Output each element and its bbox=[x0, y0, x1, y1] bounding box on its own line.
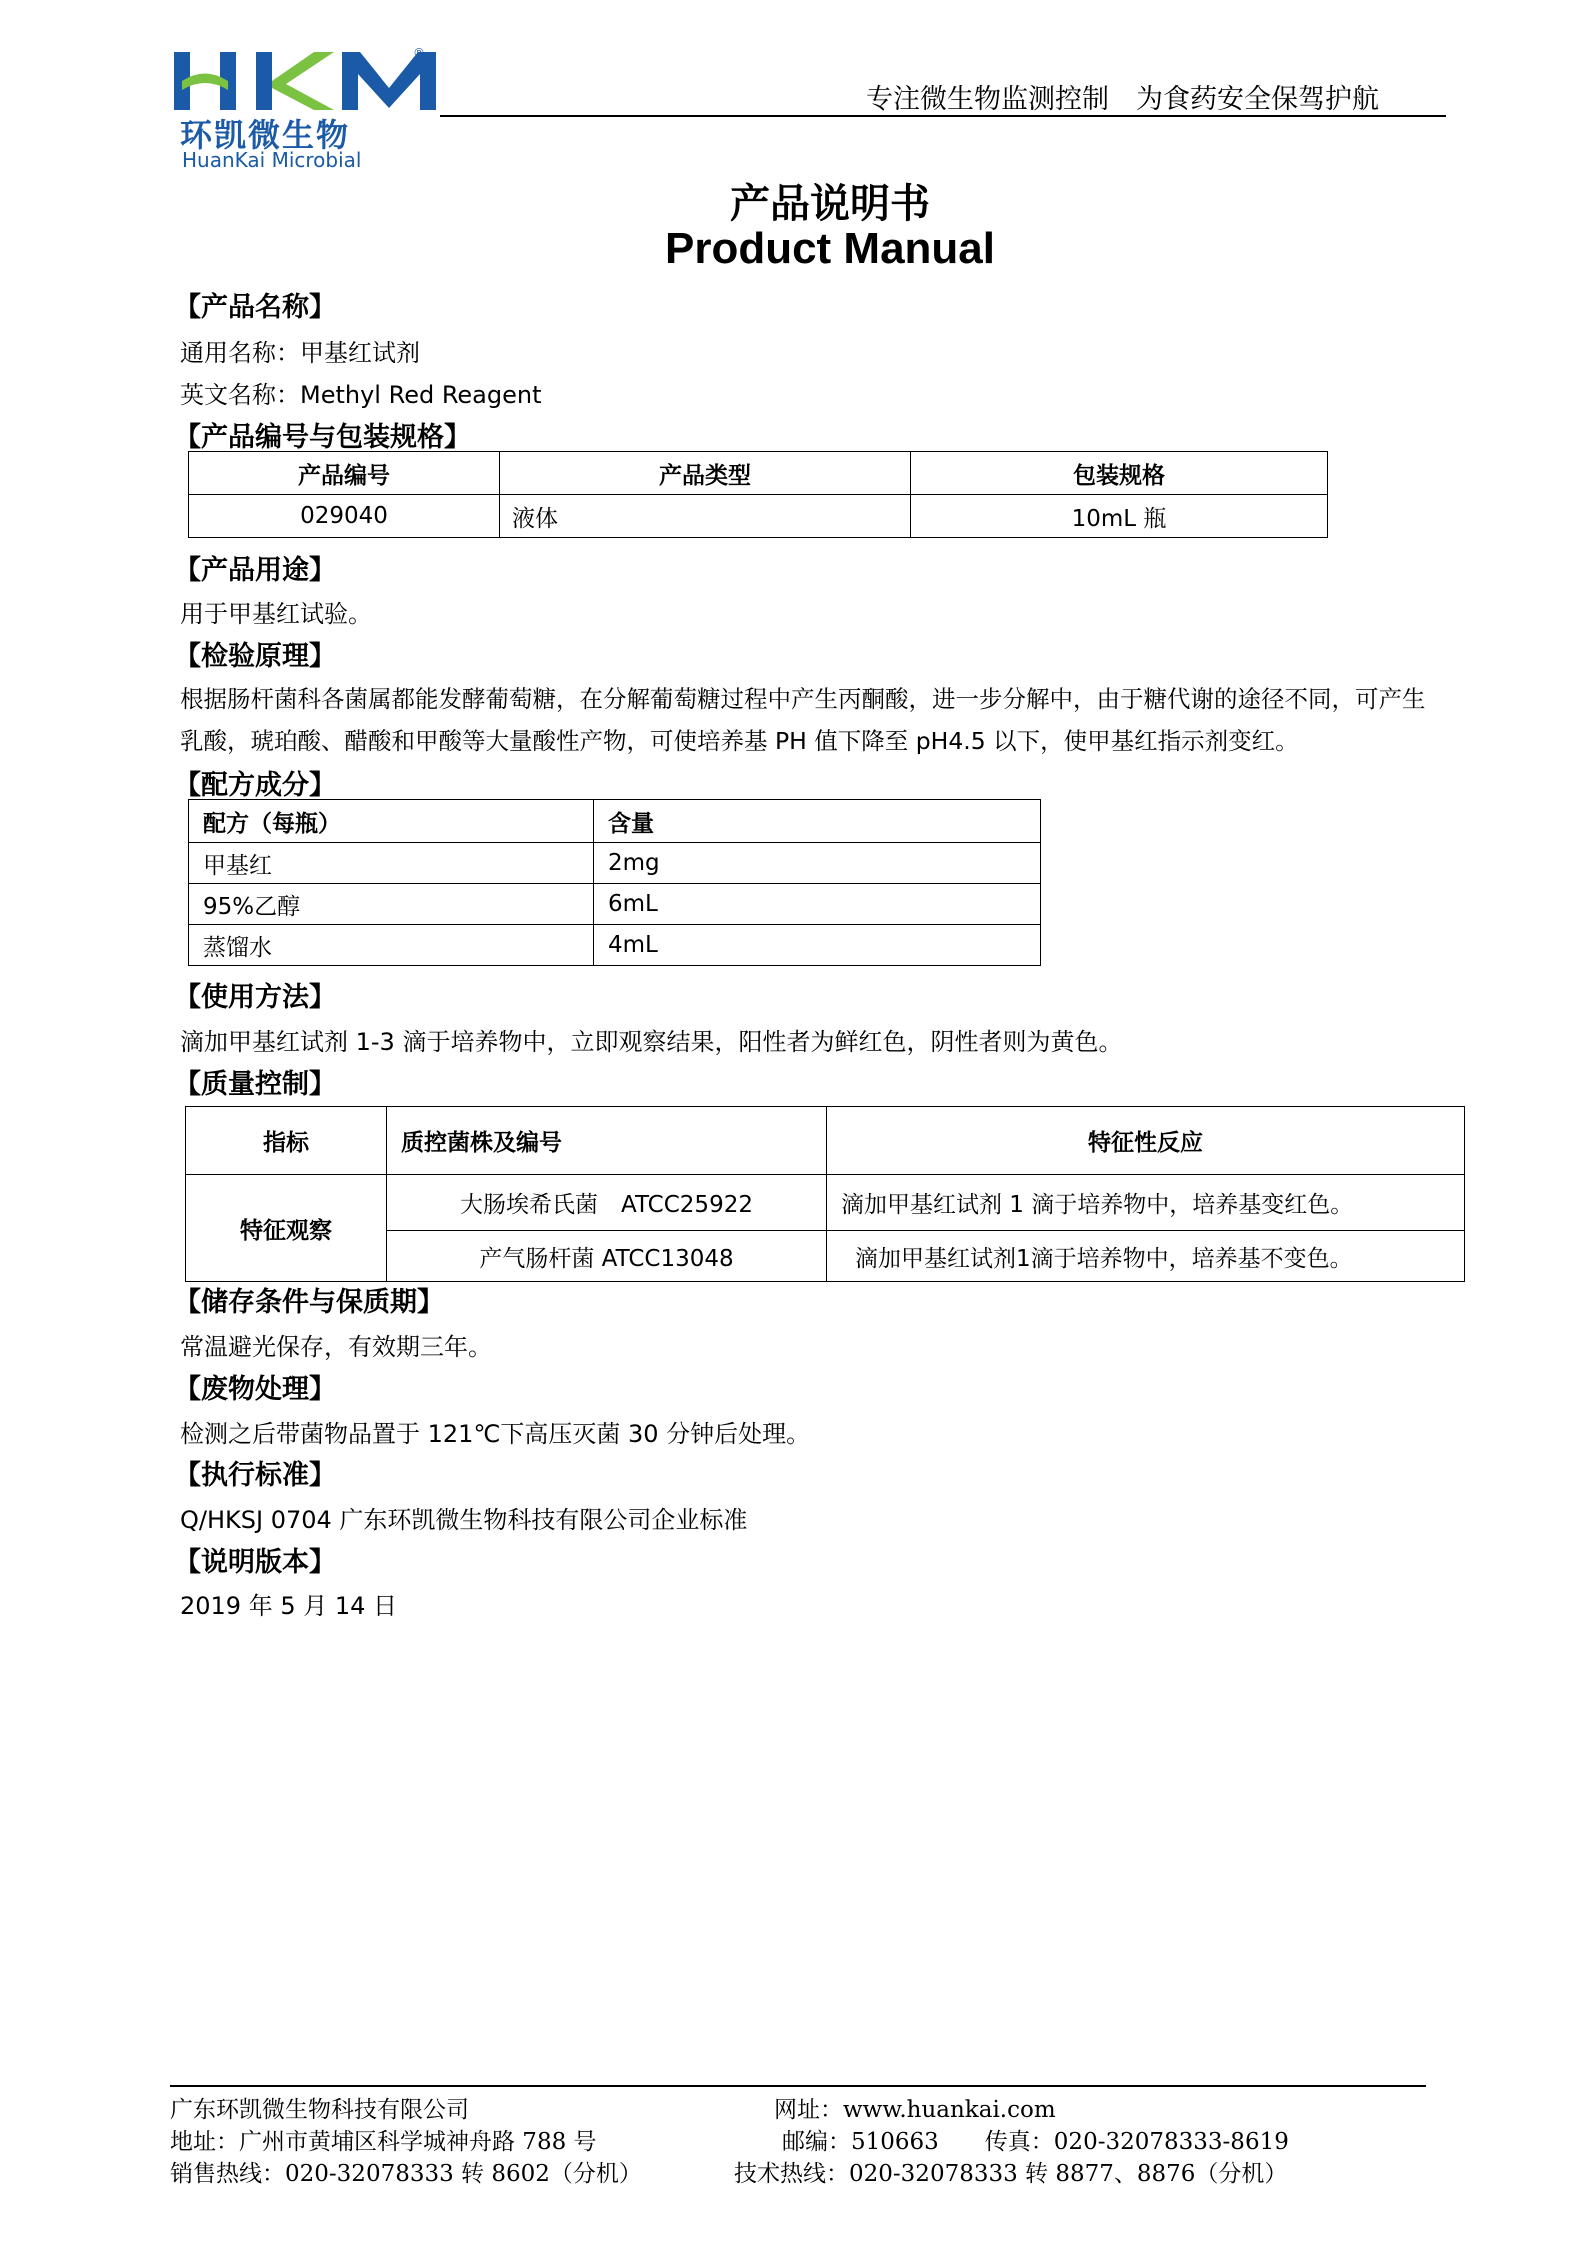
use-text: 用于甲基红试验。 bbox=[180, 600, 372, 628]
footer-sales-hotline: 销售热线：020-32078333 转 8602（分机） bbox=[170, 2161, 642, 2187]
section-heading-formula: 【配方成分】 bbox=[174, 770, 336, 801]
section-heading-method: 【使用方法】 bbox=[174, 982, 336, 1013]
table-row bbox=[189, 925, 1041, 966]
principle-line-1: 根据肠杆菌科各菌属都能发酵葡萄糖，在分解葡萄糖过程中产生丙酮酸，进一步分解中，由于糖代谢的途径不同，可产生 bbox=[180, 685, 1426, 713]
section-heading-version: 【说明版本】 bbox=[174, 1547, 336, 1578]
table-header-cell: 产品类型 bbox=[500, 452, 911, 495]
table-row bbox=[189, 884, 1041, 925]
package-table bbox=[188, 451, 1328, 538]
ingredient-name: 甲基红 bbox=[189, 843, 594, 884]
table-row bbox=[186, 1175, 1465, 1231]
principle-line-2: 乳酸，琥珀酸、醋酸和甲酸等大量酸性产物，可使培养基 PH 值下降至 pH4.5 以下，使甲基红指示剂变红。 bbox=[180, 727, 1299, 755]
table-header-cell: 产品编号 bbox=[189, 452, 500, 495]
table-row bbox=[189, 495, 1328, 538]
formula-table bbox=[188, 799, 1041, 966]
package-spec: 10mL 瓶 bbox=[911, 495, 1328, 538]
logo-english-name: HuanKai Microbial bbox=[182, 148, 362, 172]
footer-company: 广东环凯微生物科技有限公司 bbox=[170, 2097, 469, 2123]
header-slogan: 专注微生物监测控制 为食药安全保驾护航 bbox=[866, 84, 1379, 115]
company-logo bbox=[170, 46, 440, 172]
table-row bbox=[189, 843, 1041, 884]
logo-chinese-name: 环凯微生物 bbox=[180, 116, 351, 154]
section-heading-use: 【产品用途】 bbox=[174, 555, 336, 586]
header-divider bbox=[440, 115, 1446, 117]
ingredient-amount: 4mL bbox=[594, 925, 1041, 966]
version-date: 2019 年 5 月 14 日 bbox=[180, 1592, 398, 1620]
ingredient-name: 蒸馏水 bbox=[189, 925, 594, 966]
english-name: 英文名称：Methyl Red Reagent bbox=[180, 381, 542, 409]
hkm-logo-mark bbox=[174, 48, 436, 116]
qc-group-label: 特征观察 bbox=[186, 1175, 387, 1282]
footer-website[interactable]: 网址：www.huankai.com bbox=[774, 2097, 1056, 2123]
table-header-cell: 指标 bbox=[186, 1107, 387, 1175]
section-heading-package: 【产品编号与包装规格】 bbox=[174, 422, 471, 453]
section-heading-storage: 【储存条件与保质期】 bbox=[174, 1287, 444, 1318]
ingredient-amount: 6mL bbox=[594, 884, 1041, 925]
qc-strain: 产气肠杆菌 ATCC13048 bbox=[387, 1231, 827, 1282]
table-header-row bbox=[189, 452, 1328, 495]
disposal-text: 检测之后带菌物品置于 121℃下高压灭菌 30 分钟后处理。 bbox=[180, 1420, 811, 1448]
ingredient-name: 95%乙醇 bbox=[189, 884, 594, 925]
table-header-cell: 包装规格 bbox=[911, 452, 1328, 495]
standard-text: Q/HKSJ 0704 广东环凯微生物科技有限公司企业标准 bbox=[180, 1506, 748, 1534]
footer-tech-hotline: 技术热线：020-32078333 转 8877、8876（分机） bbox=[734, 2161, 1288, 2187]
qc-reaction: 滴加甲基红试剂 1 滴于培养物中，培养基变红色。 bbox=[827, 1175, 1465, 1231]
table-header-row bbox=[189, 800, 1041, 843]
section-heading-qc: 【质量控制】 bbox=[174, 1069, 336, 1100]
storage-text: 常温避光保存，有效期三年。 bbox=[180, 1333, 492, 1361]
qc-strain: 大肠埃希氏菌 ATCC25922 bbox=[387, 1175, 827, 1231]
page-title-en: Product Manual bbox=[664, 224, 996, 273]
qc-reaction: 滴加甲基红试剂1滴于培养物中，培养基不变色。 bbox=[827, 1231, 1465, 1282]
product-type: 液体 bbox=[500, 495, 911, 538]
section-heading-standard: 【执行标准】 bbox=[174, 1460, 336, 1491]
footer-postal-fax: 邮编：510663 传真：020-32078333-8619 bbox=[782, 2129, 1289, 2155]
table-header-cell: 特征性反应 bbox=[827, 1107, 1465, 1175]
table-header-cell: 含量 bbox=[594, 800, 1041, 843]
section-heading-disposal: 【废物处理】 bbox=[174, 1374, 336, 1405]
section-heading-principle: 【检验原理】 bbox=[174, 641, 336, 672]
method-text: 滴加甲基红试剂 1-3 滴于培养物中，立即观察结果，阳性者为鲜红色，阴性者则为黄色。 bbox=[180, 1028, 1123, 1056]
table-header-row bbox=[186, 1107, 1465, 1175]
footer-divider bbox=[170, 2085, 1426, 2087]
product-code: 029040 bbox=[189, 495, 500, 538]
page-title-cn: 产品说明书 bbox=[730, 181, 930, 227]
footer-address: 地址：广州市黄埔区科学城神舟路 788 号 bbox=[170, 2129, 597, 2155]
table-header-cell: 配方（每瓶） bbox=[189, 800, 594, 843]
ingredient-amount: 2mg bbox=[594, 843, 1041, 884]
section-heading-name: 【产品名称】 bbox=[174, 292, 336, 323]
table-header-cell: 质控菌株及编号 bbox=[387, 1107, 827, 1175]
common-name: 通用名称：甲基红试剂 bbox=[180, 339, 420, 367]
qc-table bbox=[185, 1106, 1465, 1282]
registered-mark: ® bbox=[413, 46, 425, 60]
